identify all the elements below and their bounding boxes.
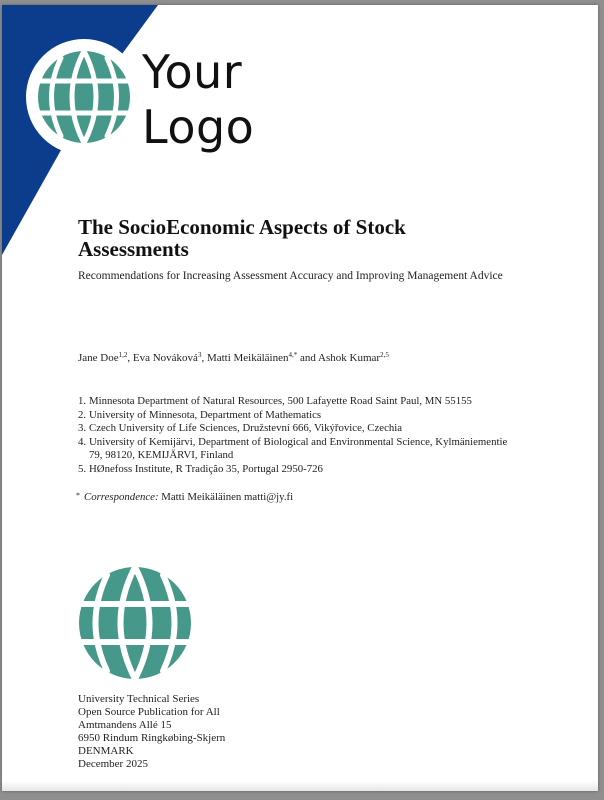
affiliation-text: University of Minnesota, Department of Mathematics — [89, 408, 322, 421]
publisher-series: University Technical Series — [78, 693, 200, 705]
logo-placeholder-text — [142, 45, 254, 155]
correspondence-marker: * — [76, 491, 80, 500]
affiliation-item — [78, 395, 509, 409]
author-affiliation-marker: 1,2 — [118, 351, 128, 359]
affiliation-item — [78, 409, 509, 423]
document-page — [2, 5, 598, 791]
affiliation-item — [78, 422, 509, 436]
document-subtitle: Recommendations for Increasing Assessment Accuracy and Improving Management Advice — [78, 270, 503, 282]
author-name: Eva Nováková — [132, 352, 198, 364]
affiliation-item — [78, 463, 509, 477]
affiliation-number: 5. — [78, 462, 87, 475]
publisher-description: Open Source Publication for All — [78, 706, 220, 718]
publisher-country: DENMARK — [78, 745, 134, 757]
affiliation-text: University of Kemijärvi, Department of Biological and Environmental Science, Kylmäniementie 79, 98120, KEMIJÄRVI, Finland — [89, 435, 508, 461]
affiliation-text: HØnefoss Institute, R Tradição 35, Portugal 2950-726 — [89, 462, 323, 475]
author-affiliation-marker: 4,* — [288, 351, 298, 359]
globe-icon — [78, 566, 192, 680]
logo-line-2: Logo — [142, 100, 255, 154]
author-affiliation-marker: 3 — [197, 351, 202, 359]
page-bottom-shadow — [2, 781, 598, 791]
author-affiliation-marker: 2,5 — [380, 351, 389, 359]
publication-date: December 2025 — [78, 758, 148, 770]
author-list — [78, 351, 389, 364]
publisher-city: 6950 Rindum Ringkøbing-Skjern — [78, 732, 226, 744]
logo-line-1: Your — [142, 45, 243, 99]
affiliation-number: 4. — [78, 435, 87, 448]
author-name: Ashok Kumar — [318, 352, 381, 364]
author-separator: and — [297, 352, 319, 364]
affiliation-number: 2. — [78, 408, 87, 421]
correspondence-contact: Matti Meikäläinen matti@jy.fi — [161, 491, 294, 503]
affiliation-list — [78, 395, 509, 476]
correspondence-label: Correspondence: — [84, 491, 159, 503]
document-title: The SocioEconomic Aspects of Stock Assessments — [78, 215, 406, 261]
affiliation-text: Czech University of Life Sciences, Družstevní 666, Vikýřovice, Czechia — [89, 422, 403, 434]
globe-icon — [38, 51, 130, 143]
correspondence-note — [76, 491, 293, 503]
affiliation-number: 3. — [78, 422, 87, 434]
author-separator: , — [201, 352, 207, 364]
author-name: Jane Doe — [78, 352, 119, 364]
author-separator: , — [127, 352, 133, 364]
publisher-street: Amtmandens Allé 15 — [78, 719, 172, 731]
author-name: Matti Meikäläinen — [206, 352, 289, 364]
publisher-info — [78, 693, 225, 771]
affiliation-text: Minnesota Department of Natural Resources, 500 Lafayette Road Saint Paul, MN 55155 — [89, 395, 472, 407]
affiliation-item — [78, 436, 509, 463]
affiliation-number: 1. — [78, 395, 87, 407]
